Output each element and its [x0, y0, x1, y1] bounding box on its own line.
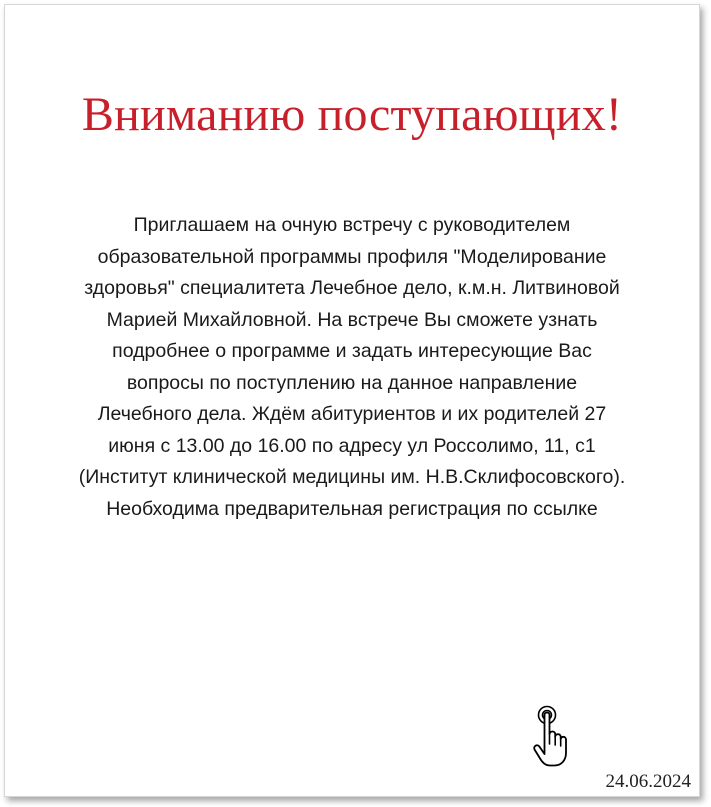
notice-page — [4, 4, 700, 797]
body-line-6: вопросы по поступлению на данное направление — [126, 371, 578, 394]
body-line-2: образовательной программы профиля "Моделирование — [97, 245, 607, 268]
notice-title: Вниманию поступающих! — [81, 88, 623, 141]
hand-pointer-icon[interactable] — [532, 704, 576, 770]
notice-body — [5, 210, 699, 525]
body-line-8: июня с 13.00 до 16.00 по адресу ул Россолимо, 11, с1 — [108, 434, 596, 457]
body-line-5: подробнее о программе и задать интересующие Вас — [112, 340, 592, 362]
body-line-4: Марией Михайловной. На встрече Вы сможете узнать — [106, 308, 598, 331]
body-line-7: Лечебного дела. Ждём абитуриентов и их родителей 27 — [97, 403, 607, 425]
body-line-1: Приглашаем на очную встречу с руководителем — [133, 214, 571, 236]
body-line-10: Необходима предварительная регистрация по ссылке — [106, 497, 598, 520]
body-line-3: здоровья" специалитета Лечебное дело, к.м.н. Литвиновой — [84, 277, 620, 299]
body-line-9: (Институт клинической медицины им. Н.В.Склифосовского). — [78, 466, 626, 488]
publication-date: 24.06.2024 — [605, 771, 691, 792]
